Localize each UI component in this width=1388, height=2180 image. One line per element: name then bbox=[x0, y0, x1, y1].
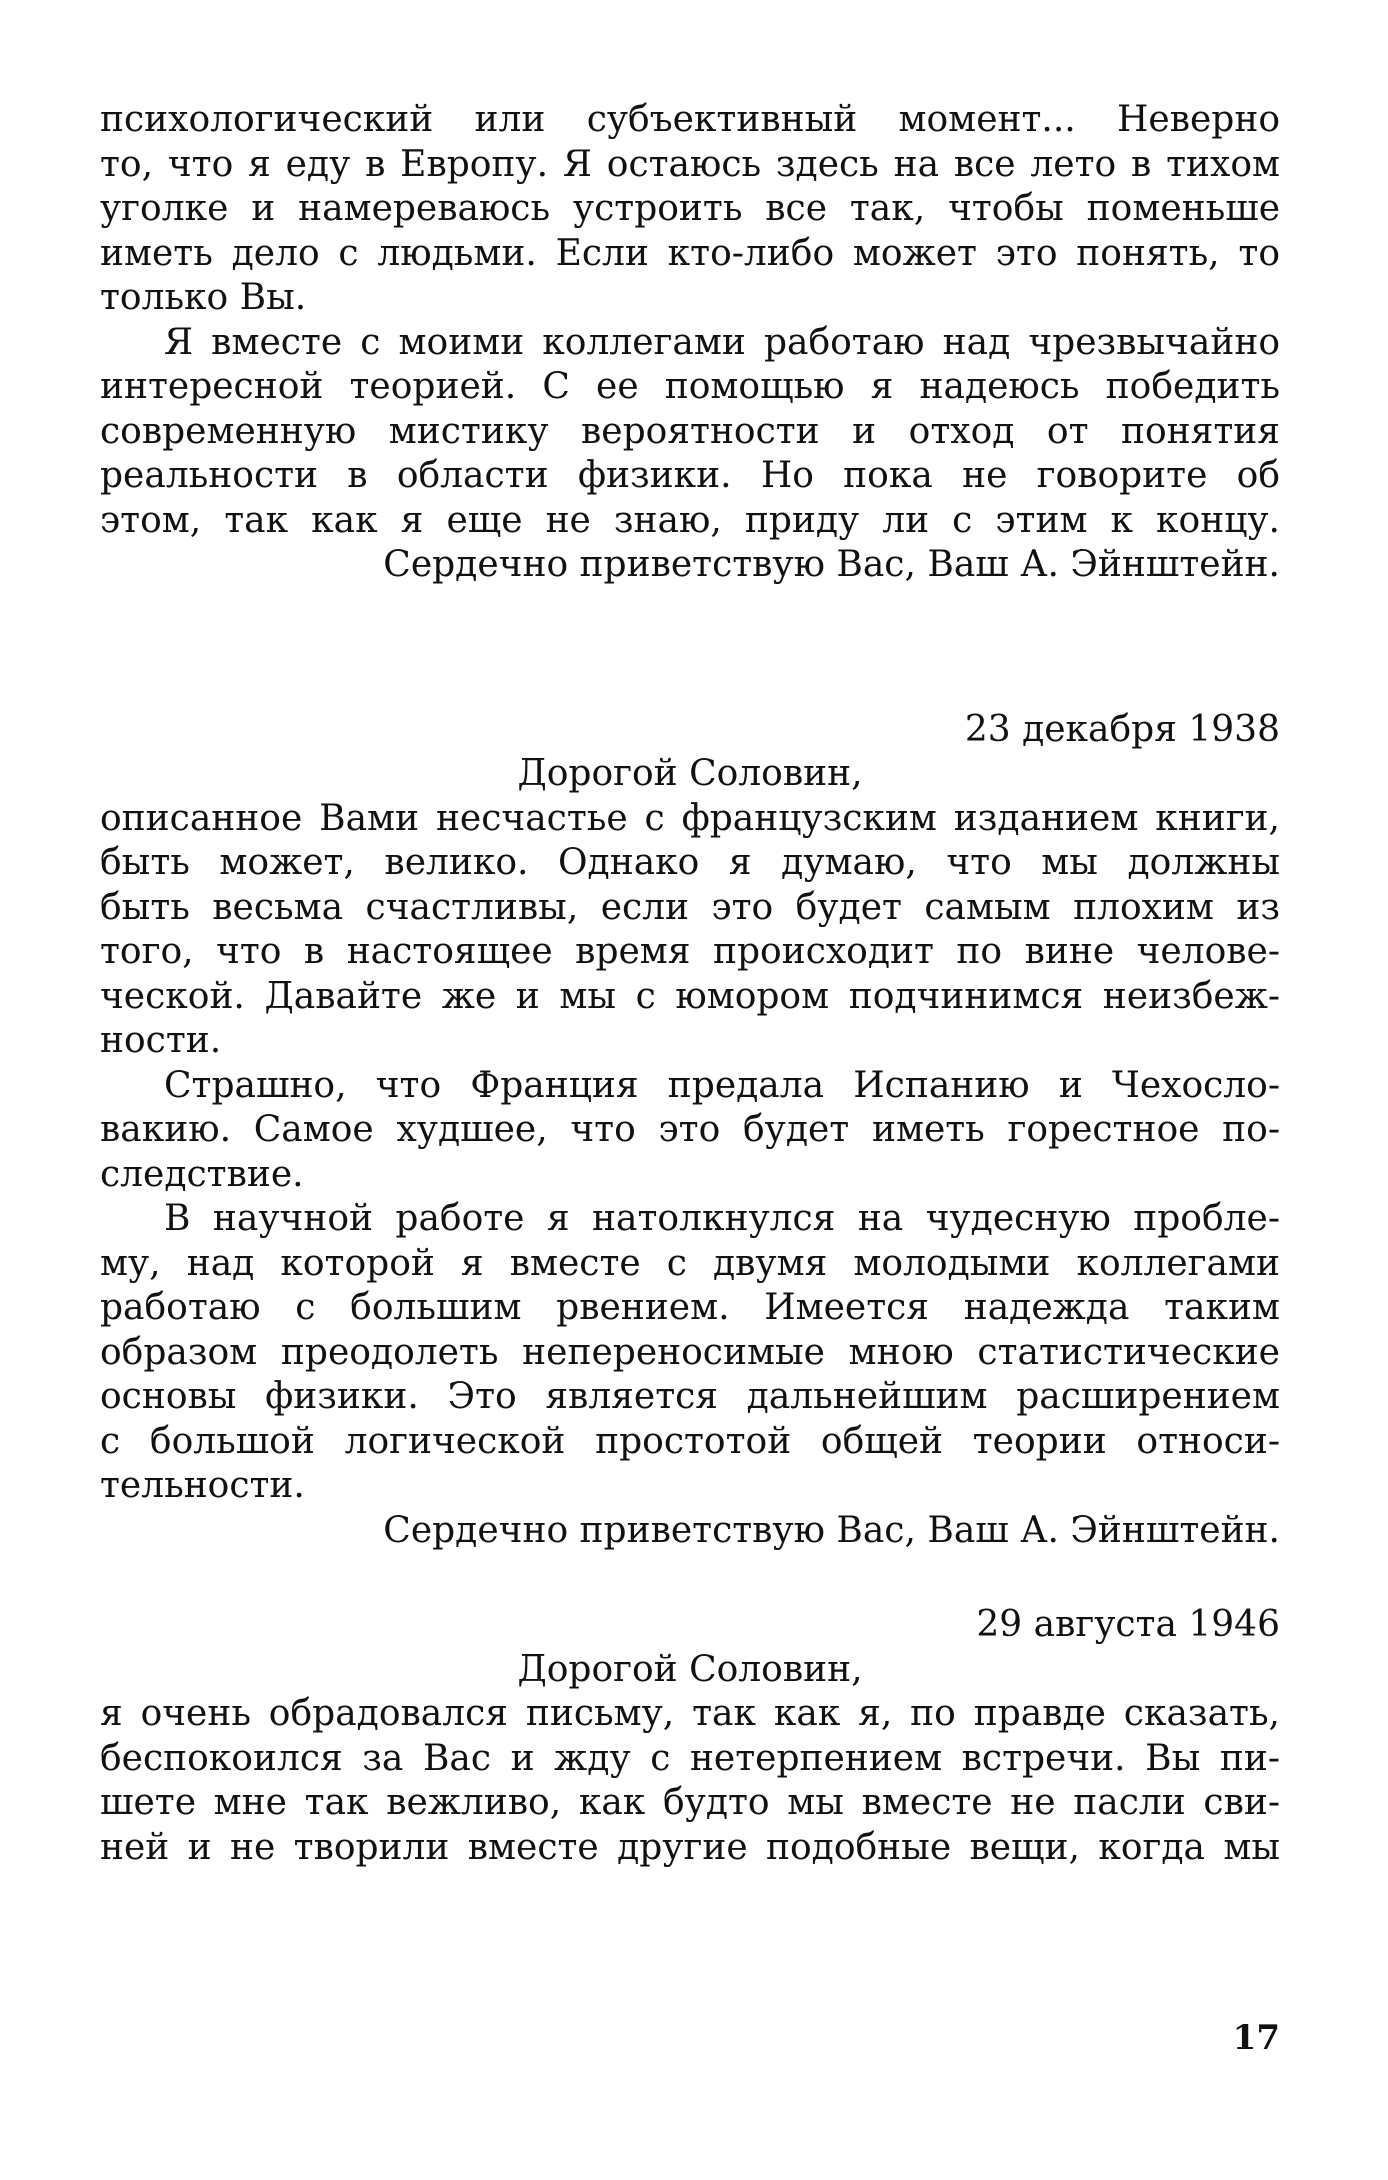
paragraph bbox=[100, 1692, 1280, 1870]
signature: Сердечно приветствую Вас, Ваш А. Эйнштейн. bbox=[383, 544, 1280, 585]
text-line: тельности. bbox=[100, 1465, 305, 1506]
spacer bbox=[100, 588, 1280, 708]
text-line: с большой логической простотой общей теории относи- bbox=[100, 1420, 1280, 1462]
text-line: ческой. Давайте же и мы с юмором подчинимся неизбеж- bbox=[100, 975, 1280, 1017]
text-line: я очень обрадовался письму, так как я, по правде сказать, bbox=[100, 1693, 1280, 1734]
text-line: то, что я еду в Европу. Я остаюсь здесь на все лето в тихом bbox=[100, 143, 1280, 185]
text-line: образом преодолеть непереносимые мною статистические bbox=[100, 1331, 1280, 1373]
text-line: иметь дело с людьми. Если кто-либо может это понять, то bbox=[100, 232, 1280, 274]
text-line: реальности в области физики. Но пока не говорите об bbox=[100, 455, 1280, 496]
text-line: интересной теорией. С ее помощью я надеюсь победить bbox=[100, 366, 1280, 407]
text-line: быть весьма счастливы, если это будет самым плохим из bbox=[100, 886, 1280, 928]
letter-3 bbox=[100, 1603, 1280, 1870]
paragraph bbox=[100, 1197, 1280, 1509]
text-line: описанное Вами несчастье с французским изданием книги, bbox=[100, 797, 1280, 839]
letter-1 bbox=[100, 98, 1280, 588]
text-line: только Вы. bbox=[100, 277, 307, 318]
paragraph bbox=[100, 1064, 1280, 1198]
text-line: следствие. bbox=[100, 1153, 304, 1195]
text-line: того, что в настоящее время происходит по вине челове- bbox=[100, 931, 1280, 972]
text-line: быть может, велико. Однако я думаю, что мы должны bbox=[100, 842, 1280, 883]
text-line: Я вместе с моими коллегами работаю над чрезвычайно bbox=[164, 321, 1280, 363]
paragraph bbox=[100, 797, 1280, 1064]
text-line: ности. bbox=[100, 1020, 222, 1061]
page-number: 17 bbox=[1232, 2018, 1280, 2058]
paragraph bbox=[100, 321, 1280, 544]
text-line: шете мне так вежливо, как будто мы вместе не пасли сви- bbox=[100, 1782, 1280, 1823]
letter-greeting: Дорогой Соловин, bbox=[517, 753, 863, 794]
text-line: В научной работе я натолкнулся на чудесную пробле- bbox=[164, 1198, 1280, 1239]
signature: Сердечно приветствую Вас, Ваш А. Эйнштейн. bbox=[383, 1509, 1280, 1551]
letter-2 bbox=[100, 708, 1280, 1554]
paragraph bbox=[100, 98, 1280, 321]
page-body bbox=[100, 98, 1280, 1870]
text-line: ней и не творили вместе другие подобные вещи, когда мы bbox=[100, 1826, 1280, 1868]
text-line: му, над которой я вместе с двумя молодыми коллегами bbox=[100, 1242, 1280, 1284]
text-line: работаю с большим рвением. Имеется надежда таким bbox=[100, 1287, 1280, 1328]
text-line: вакию. Самое худшее, что это будет иметь горестное по- bbox=[100, 1109, 1280, 1150]
letter-date: 23 декабря 1938 bbox=[964, 708, 1280, 750]
text-line: беспокоился за Вас и жду с нетерпением встречи. Вы пи- bbox=[100, 1737, 1280, 1779]
text-line: уголке и намереваюсь устроить все так, чтобы поменьше bbox=[100, 188, 1280, 229]
text-line: основы физики. Это является дальнейшим расширением bbox=[100, 1376, 1280, 1417]
spacer bbox=[100, 1553, 1280, 1603]
letter-greeting: Дорогой Соловин, bbox=[517, 1648, 863, 1690]
text-line: современную мистику вероятности и отход от понятия bbox=[100, 410, 1280, 452]
text-line: этом, так как я еще не знаю, приду ли с этим к концу. bbox=[100, 499, 1280, 541]
text-line: психологический или субъективный момент... Неверно bbox=[100, 99, 1280, 140]
text-line: Страшно, что Франция предала Испанию и Чехосло- bbox=[164, 1064, 1280, 1106]
letter-date: 29 августа 1946 bbox=[976, 1604, 1280, 1645]
